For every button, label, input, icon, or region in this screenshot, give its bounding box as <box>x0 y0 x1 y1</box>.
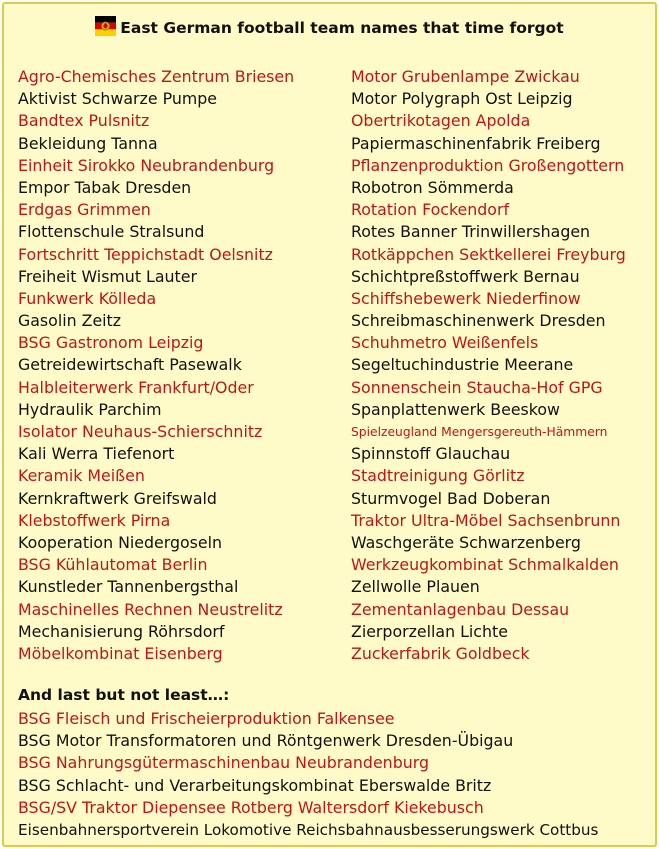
team-name: Zellwolle Plauen <box>351 577 480 597</box>
team-name: Klebstoffwerk Pirna <box>18 510 171 530</box>
team-name: Werkzeugkombinat Schmalkalden <box>351 555 619 575</box>
infographic-card <box>2 2 657 847</box>
team-name: Obertrikotagen Apolda <box>351 111 531 131</box>
team-name: Einheit Sirokko Neubrandenburg <box>18 155 275 175</box>
team-name: Pflanzenproduktion Großengottern <box>351 155 625 175</box>
left-team-column <box>18 66 294 665</box>
team-name: Gasolin Zeitz <box>18 311 122 331</box>
team-name: Fortschritt Teppichstadt Oelsnitz <box>18 244 273 264</box>
team-name: Spinnstoff Glauchau <box>351 444 511 464</box>
team-name: Spielzeugland Mengersgereuth-Hämmern <box>351 425 608 439</box>
team-name: BSG Schlacht- und Verarbeitungskombinat Eberswalde Britz <box>18 775 492 795</box>
team-name: Empor Tabak Dresden <box>18 177 192 197</box>
team-name: Papiermaschinenfabrik Freiberg <box>351 133 601 153</box>
team-name: Möbelkombinat Eisenberg <box>18 643 223 663</box>
team-name: Schuhmetro Weißenfels <box>351 333 539 353</box>
team-name: Rotes Banner Trinwillershagen <box>351 222 591 242</box>
team-name: Aktivist Schwarze Pumpe <box>18 89 217 109</box>
team-name: Funkwerk Kölleda <box>18 288 157 308</box>
team-name: BSG/SV Traktor Diepensee Rotberg Waltersdorf Kiekebusch <box>18 797 484 817</box>
team-name: Sonnenschein Staucha-Hof GPG <box>351 377 603 397</box>
page-title: East German football team names that time forgot <box>120 19 564 37</box>
team-name: Flottenschule Stralsund <box>18 222 205 242</box>
team-name: Mechanisierung Röhrsdorf <box>18 621 225 641</box>
team-name: Erdgas Grimmen <box>18 200 151 220</box>
team-name: Schreibmaschinenwerk Dresden <box>351 311 606 331</box>
team-name: Keramik Meißen <box>18 466 145 486</box>
team-name: Stadtreinigung Görlitz <box>351 466 525 486</box>
team-name: Agro-Chemisches Zentrum Briesen <box>18 67 295 86</box>
team-name: Motor Polygraph Ost Leipzig <box>351 89 573 109</box>
team-name: Segeltuchindustrie Meerane <box>351 355 574 375</box>
team-name: Zierporzellan Lichte <box>351 621 508 641</box>
team-name: BSG Kühlautomat Berlin <box>18 555 208 575</box>
team-name: Bekleidung Tanna <box>18 133 158 153</box>
team-name: BSG Gastronom Leipzig <box>18 333 204 353</box>
team-name: Rotkäppchen Sektkellerei Freyburg <box>351 244 626 264</box>
team-name: Traktor Ultra-Möbel Sachsenbrunn <box>351 510 621 530</box>
team-name: Halbleiterwerk Frankfurt/Oder <box>18 377 254 397</box>
team-name: Getreidewirtschaft Pasewalk <box>18 355 242 375</box>
title-row <box>4 16 655 37</box>
last-team-list <box>18 708 598 841</box>
team-name: BSG Nahrungsgütermaschinenbau Neubrandenburg <box>18 753 429 773</box>
team-name: Isolator Neuhaus-Schierschnitz <box>18 422 263 441</box>
last-section-heading: And last but not least…: <box>18 686 230 704</box>
right-team-column <box>351 66 626 665</box>
team-name: Schiffshebewerk Niederfinow <box>351 288 581 308</box>
team-name: Hydraulik Parchim <box>18 399 162 419</box>
team-name: Spanplattenwerk Beeskow <box>351 399 560 419</box>
team-name: Bandtex Pulsnitz <box>18 111 150 131</box>
team-name: Kernkraftwerk Greifswald <box>18 488 217 508</box>
team-name: BSG Fleisch und Frischeierproduktion Falkensee <box>18 709 395 728</box>
team-name: Rotation Fockendorf <box>351 200 510 220</box>
team-name: Kali Werra Tiefenort <box>18 444 175 464</box>
team-name: Kunstleder Tannenbergsthal <box>18 577 239 597</box>
team-name: Zementanlagenbau Dessau <box>351 599 570 619</box>
gdr-flag-icon <box>95 16 116 36</box>
team-name: Maschinelles Rechnen Neustrelitz <box>18 599 283 619</box>
team-name: Robotron Sömmerda <box>351 177 514 197</box>
team-name: Schichtpreßstoffwerk Bernau <box>351 266 580 286</box>
team-name: Zuckerfabrik Goldbeck <box>351 643 530 663</box>
team-name: Eisenbahnersportverein Lokomotive Reichsbahnausbesserungswerk Cottbus <box>18 820 599 839</box>
team-name: Freiheit Wismut Lauter <box>18 266 197 286</box>
team-name: BSG Motor Transformatoren und Röntgenwerk Dresden-Übigau <box>18 731 514 751</box>
team-name: Motor Grubenlampe Zwickau <box>351 67 580 86</box>
team-name: Kooperation Niedergoseln <box>18 532 223 552</box>
team-name: Sturmvogel Bad Doberan <box>351 488 551 508</box>
team-name: Waschgeräte Schwarzenberg <box>351 532 581 552</box>
